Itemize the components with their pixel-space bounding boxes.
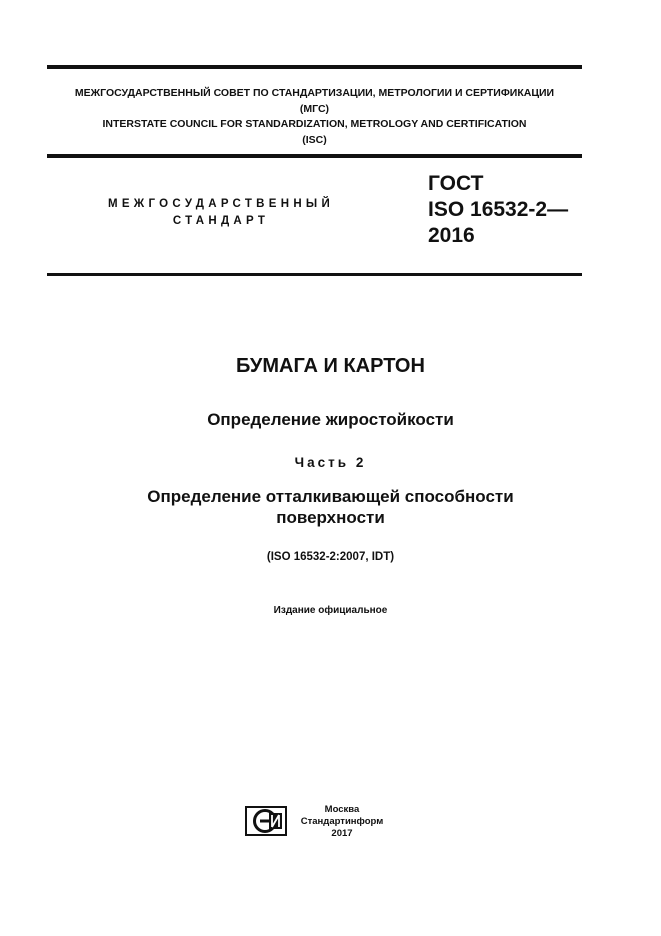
gost-label: ГОСТ xyxy=(428,172,484,195)
imprint-city: Москва xyxy=(324,804,360,815)
gost-number: ISO 16532-2— xyxy=(428,198,569,221)
part-title xyxy=(0,486,661,528)
standard-kind-line1: МЕЖГОСУДАРСТВЕННЫЙ xyxy=(107,198,335,210)
part-title-line2: поверхности xyxy=(276,508,385,527)
standard-kind-line2: СТАНДАРТ xyxy=(172,215,270,227)
council-en-name: INTERSTATE COUNCIL FOR STANDARDIZATION, METROLOGY AND CERTIFICATION xyxy=(102,118,527,130)
standard-designation xyxy=(428,171,568,249)
council-ru-abbr: (МГС) xyxy=(299,102,330,115)
middle-rule xyxy=(47,154,582,158)
standard-kind xyxy=(96,196,346,230)
imprint-publisher: Стандартинформ xyxy=(300,816,384,827)
iso-reference: (ISO 16532-2:2007, IDT) xyxy=(266,551,395,563)
edition-note: Издание официальное xyxy=(273,605,388,616)
council-header xyxy=(47,86,582,148)
council-en-abbr: (ISC) xyxy=(302,133,327,146)
part-title-line1: Определение отталкивающей способности xyxy=(147,487,514,506)
imprint-year: 2017 xyxy=(331,828,353,839)
gost-year: 2016 xyxy=(428,224,475,247)
subtitle: Определение жиростойкости xyxy=(207,410,454,429)
top-rule xyxy=(47,65,582,69)
council-ru-name: МЕЖГОСУДАРСТВЕННЫЙ СОВЕТ ПО СТАНДАРТИЗАЦИИ, МЕТРОЛОГИИ И СЕРТИФИКАЦИИ xyxy=(74,87,555,99)
imprint xyxy=(300,804,384,840)
standartinform-logo-icon xyxy=(245,806,287,836)
main-title: БУМАГА И КАРТОН xyxy=(236,355,425,377)
bottom-rule xyxy=(47,273,582,276)
part-number: Часть 2 xyxy=(294,455,367,470)
